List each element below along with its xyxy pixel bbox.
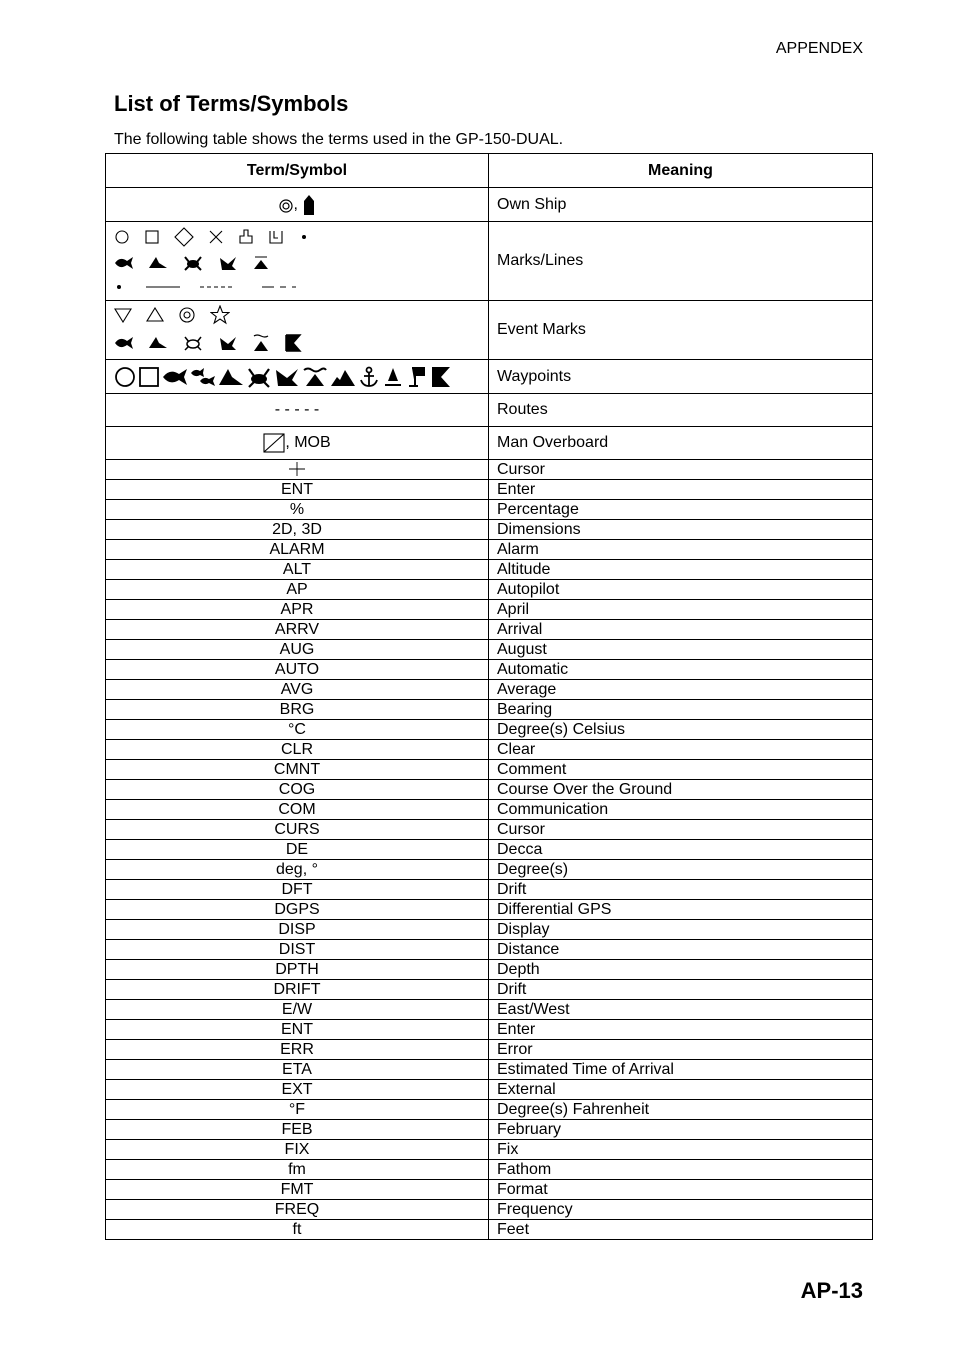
table-row [106,700,873,720]
meaning-cell: Alarm [489,540,873,560]
table-row [106,1040,873,1060]
meaning-cell: Altitude [489,560,873,580]
table-row [106,540,873,560]
meaning-cell: Comment [489,760,873,780]
column-header-term: Term/Symbol [106,154,489,188]
meaning-cell: Differential GPS [489,900,873,920]
term-cell: CMNT [106,760,489,780]
meaning-cell: February [489,1120,873,1140]
term-cell: FMT [106,1180,489,1200]
term-cell: DPTH [106,960,489,980]
meaning-cell: Drift [489,980,873,1000]
term-cell: ft [106,1220,489,1240]
term-cell: DE [106,840,489,860]
table-row [106,940,873,960]
square-icon [144,229,160,245]
table-row [106,960,873,980]
meaning-cell: Arrival [489,620,873,640]
table-row [106,860,873,880]
meaning-cell: Degree(s) Celsius [489,720,873,740]
term-cell [106,460,489,480]
triangle-down-icon [114,307,132,323]
term-cell: ETA [106,1060,489,1080]
meaning-cell: August [489,640,873,660]
table-row [106,560,873,580]
meaning-cell: Average [489,680,873,700]
solid-line-icon [136,282,186,292]
fish-icon [162,366,188,388]
term-cell: ERR [106,1040,489,1060]
meaning-cell: Fathom [489,1160,873,1180]
term-cell: DGPS [106,900,489,920]
table-row [106,427,873,460]
table-row [106,780,873,800]
intro-text: The following table shows the terms used in the GP-150-DUAL. [114,131,564,148]
pennant-icon [430,366,452,388]
rock-icon [330,366,356,388]
square-icon [138,366,160,388]
table-row [106,900,873,920]
meaning-cell: Estimated Time of Arrival [489,1060,873,1080]
meaning-cell: April [489,600,873,620]
wave-icon [302,366,328,388]
table-row [106,1080,873,1100]
table-row [106,620,873,640]
meaning-cell: Routes [489,394,873,427]
table-row [106,1180,873,1200]
table-row [106,188,873,222]
meaning-cell: Distance [489,940,873,960]
diamond-icon [174,227,194,247]
meaning-cell: Course Over the Ground [489,780,873,800]
meaning-cell: Clear [489,740,873,760]
fish-icon [114,254,134,272]
circle-icon [114,229,130,245]
term-cell: deg, ° [106,860,489,880]
term-cell: 2D, 3D [106,520,489,540]
table-row [106,800,873,820]
bird-icon [218,334,238,352]
own-ship-boat-icon [302,194,316,216]
term-cell: fm [106,1160,489,1180]
table-row [106,301,873,360]
anchor-icon [358,366,380,388]
table-row [106,500,873,520]
page-title: List of Terms/Symbols [114,91,349,116]
meaning-cell: Autopilot [489,580,873,600]
meaning-cell: External [489,1080,873,1100]
term-cell: CLR [106,740,489,760]
meaning-cell: Depth [489,960,873,980]
meaning-cell: Error [489,1040,873,1060]
table-row [106,600,873,620]
table-row [106,980,873,1000]
crab-icon [182,254,204,272]
table-row [106,520,873,540]
flag-mark-icon [268,229,284,245]
fish-icon [114,334,134,352]
term-cell: AUG [106,640,489,660]
term-cell: °C [106,720,489,740]
meaning-cell: Fix [489,1140,873,1160]
term-cell: AP [106,580,489,600]
meaning-cell: Format [489,1180,873,1200]
table-row [106,920,873,940]
term-cell: BRG [106,700,489,720]
meaning-cell: Marks/Lines [489,222,873,301]
term-cell: ARRV [106,620,489,640]
term-cell: DISP [106,920,489,940]
table-row [106,1020,873,1040]
table-row [106,840,873,860]
meaning-cell: Dimensions [489,520,873,540]
term-cell: ALT [106,560,489,580]
table-row [106,1120,873,1140]
table-row [106,1160,873,1180]
buoy-icon [382,366,404,388]
bird-icon [274,366,300,388]
term-cell [106,301,489,360]
term-cell: COG [106,780,489,800]
terms-table [105,153,873,1240]
flag-icon [284,334,302,352]
cursor-cross-icon [288,461,306,477]
table-row [106,1100,873,1120]
fish-school-icon [190,366,216,388]
table-row [106,394,873,427]
crab-icon [246,366,272,388]
term-cell: ENT [106,480,489,500]
term-cell: CURS [106,820,489,840]
dash-dot-line-icon [260,282,310,292]
flag-icon [406,366,428,388]
meaning-cell: Degree(s) [489,860,873,880]
meaning-cell: Man Overboard [489,427,873,460]
table-row [106,360,873,394]
table-row [106,1140,873,1160]
shark-icon [218,366,244,388]
table-row [106,680,873,700]
table-row [106,660,873,680]
term-cell: % [106,500,489,520]
crab-icon [182,334,204,352]
term-cell: ALARM [106,540,489,560]
meaning-cell: Decca [489,840,873,860]
page-header: APPENDEX [775,40,863,57]
table-row [106,640,873,660]
triangle-icon [146,307,164,323]
wreck-icon [252,254,270,272]
meaning-cell: Bearing [489,700,873,720]
table-row [106,222,873,301]
meaning-cell: East/West [489,1000,873,1020]
term-cell: DIST [106,940,489,960]
term-cell [106,360,489,394]
meaning-cell: Feet [489,1220,873,1240]
term-cell: APR [106,600,489,620]
meaning-cell: Own Ship [489,188,873,222]
x-mark-icon [208,229,224,245]
star-icon [210,305,230,325]
meaning-cell: Percentage [489,500,873,520]
table-row [106,1000,873,1020]
meaning-cell: Enter [489,480,873,500]
table-row [106,880,873,900]
meaning-cell: Cursor [489,460,873,480]
table-row [106,580,873,600]
dashed-line-icon [198,282,248,292]
wreck-icon [252,333,270,353]
table-row [106,1200,873,1220]
meaning-cell: Frequency [489,1200,873,1220]
term-cell [106,222,489,301]
term-cell: °F [106,1100,489,1120]
circle-icon [114,366,136,388]
dot-icon [114,282,124,292]
term-cell: FREQ [106,1200,489,1220]
table-row [106,460,873,480]
table-row [106,760,873,780]
term-cell: - - - - - [106,394,489,427]
meaning-cell: Automatic [489,660,873,680]
meaning-cell: Cursor [489,820,873,840]
mob-icon [263,433,285,453]
table-row [106,1220,873,1240]
table-row [106,1060,873,1080]
meaning-cell: Enter [489,1020,873,1040]
table-row [106,480,873,500]
shark-icon [148,334,168,352]
double-circle-icon [178,306,196,324]
meaning-cell: Communication [489,800,873,820]
dot-icon [298,231,310,243]
meaning-cell: Degree(s) Fahrenheit [489,1100,873,1120]
shark-icon [148,254,168,272]
meaning-cell: Display [489,920,873,940]
table-row [106,740,873,760]
column-header-meaning: Meaning [489,154,873,188]
term-cell: DFT [106,880,489,900]
term-cell: , [106,188,489,222]
term-cell: FEB [106,1120,489,1140]
term-cell: E/W [106,1000,489,1020]
term-cell: DRIFT [106,980,489,1000]
term-cell: AVG [106,680,489,700]
term-cell: AUTO [106,660,489,680]
own-ship-circle-icon [278,197,294,213]
term-cell: COM [106,800,489,820]
buoy-icon [238,229,254,245]
meaning-cell: Drift [489,880,873,900]
bird-icon [218,254,238,272]
meaning-cell: Event Marks [489,301,873,360]
term-cell: EXT [106,1080,489,1100]
table-row [106,720,873,740]
page-number: AP-13 [800,1278,863,1303]
table-row [106,820,873,840]
term-cell: FIX [106,1140,489,1160]
term-cell: ENT [106,1020,489,1040]
meaning-cell: Waypoints [489,360,873,394]
term-cell: , MOB [106,427,489,460]
